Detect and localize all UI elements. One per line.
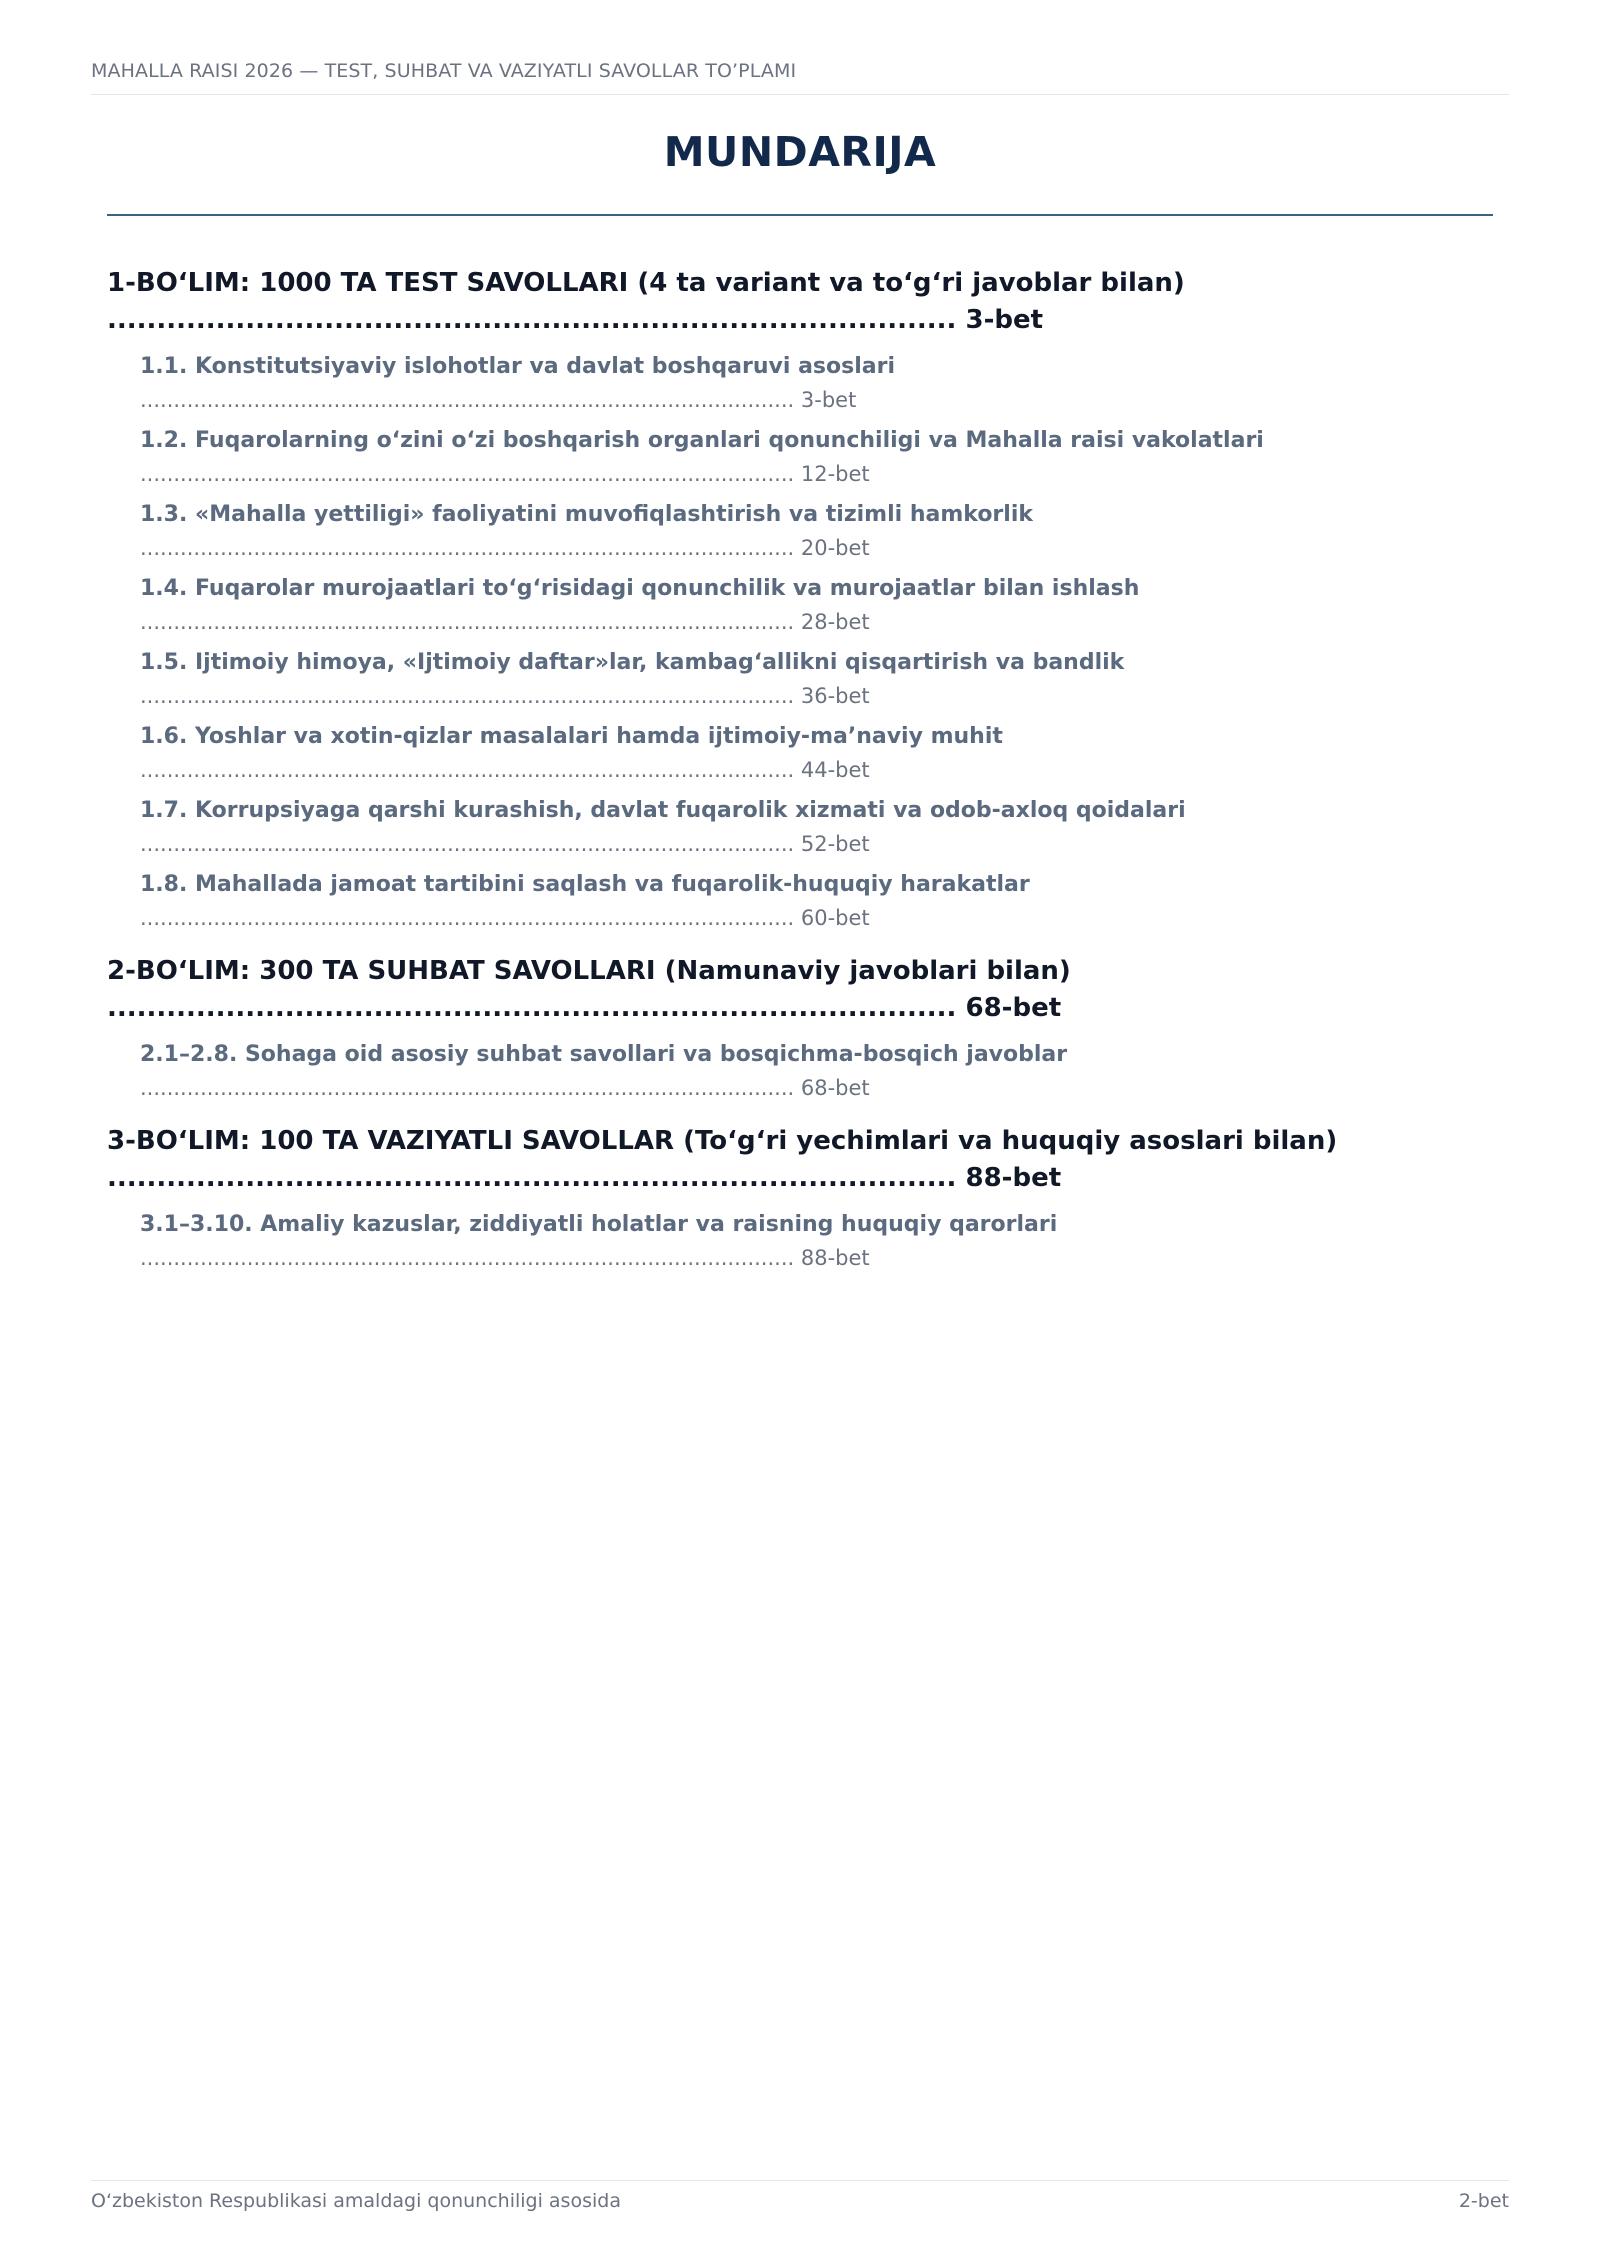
toc-section-title[interactable]: 1.5. Ijtimoiy himoya, «Ijtimoiy daftar»lar, kambag‘allikni qisqartirish va bandlik: [140, 650, 1125, 675]
toc-section-leader-line: [140, 902, 1493, 935]
toc-section-1-2[interactable]: [107, 424, 1493, 491]
toc-section-1-5[interactable]: [107, 646, 1493, 713]
dot-leader: ..................................................................................................: [140, 1246, 795, 1270]
toc-section-3-1[interactable]: [107, 1208, 1493, 1275]
toc-section-page[interactable]: 12-bet: [800, 462, 870, 486]
dot-leader: ..................................................................................................: [140, 536, 795, 560]
toc-section-title[interactable]: 1.8. Mahallada jamoat tartibini saqlash va fuqarolik-huquqiy harakatlar: [140, 872, 1030, 897]
toc-section-page[interactable]: 3-bet: [800, 388, 857, 412]
toc-section-title[interactable]: 1.6. Yoshlar va xotin-qizlar masalalari hamda ijtimoiy-ma’naviy muhit: [140, 724, 1003, 749]
toc-part-title[interactable]: 2-BO‘LIM: 300 TA SUHBAT SAVOLLARI (Namunaviy javoblari bilan): [107, 956, 1071, 986]
toc-part-leader-line: [107, 1160, 1493, 1197]
toc-section-leader-line: [140, 384, 1493, 417]
toc-section-title[interactable]: 1.1. Konstitutsiyaviy islohotlar va davlat boshqaruvi asoslari: [140, 354, 895, 379]
toc-section-leader-line: [140, 458, 1493, 491]
toc-part-leader-line: [107, 302, 1493, 339]
toc-section-page[interactable]: 44-bet: [800, 758, 870, 782]
dot-leader: ..................................................................................................: [140, 832, 795, 856]
toc-section-list: [107, 350, 1493, 935]
running-header-title: MAHALLA RAISI 2026 — TEST, SUHBAT VA VAZIYATLI SAVOLLAR TO’PLAMI: [91, 60, 797, 82]
dot-leader: ..................................................................................................: [140, 758, 795, 782]
toc-section-leader-line: [140, 606, 1493, 639]
toc-section-page[interactable]: 88-bet: [800, 1246, 870, 1270]
toc-section-title[interactable]: 1.4. Fuqarolar murojaatlari to‘g‘risidagi qonunchilik va murojaatlar bilan ishlash: [140, 576, 1140, 601]
dot-leader: ..................................................................................................: [140, 610, 795, 634]
toc-section-title[interactable]: 1.7. Korrupsiyaga qarshi kurashish, davlat fuqarolik xizmati va odob-axloq qoidalari: [140, 798, 1186, 823]
toc-section-1-7[interactable]: [107, 794, 1493, 861]
toc-section-title[interactable]: 3.1–3.10. Amaliy kazuslar, ziddiyatli holatlar va raisning huquqiy qarorlari: [140, 1212, 1058, 1237]
footer-text: O‘zbekiston Respublikasi amaldagi qonunchiligi asosida: [91, 2190, 621, 2212]
toc-part-2[interactable]: [107, 953, 1493, 1105]
toc-section-page[interactable]: 68-bet: [800, 1076, 870, 1100]
toc-section-1-6[interactable]: [107, 720, 1493, 787]
toc-section-leader-line: [140, 828, 1493, 861]
footer-page-number: 2-bet: [1458, 2190, 1509, 2212]
dot-leader: ..................................................................................................: [140, 388, 795, 412]
toc-section-leader-line: [140, 1242, 1493, 1275]
toc-part-title[interactable]: 1-BO‘LIM: 1000 TA TEST SAVOLLARI (4 ta variant va to‘g‘ri javoblar bilan): [107, 268, 1185, 298]
running-header: [91, 60, 1509, 95]
toc-section-leader-line: [140, 532, 1493, 565]
toc-section-leader-line: [140, 1072, 1493, 1105]
table-of-contents: [107, 265, 1493, 1293]
toc-section-title[interactable]: 1.3. «Mahalla yettiligi» faoliyatini muvofiqlashtirish va tizimli hamkorlik: [140, 502, 1033, 527]
dot-leader: ......................................................................................: [107, 993, 957, 1023]
toc-part-page[interactable]: 88-bet: [965, 1163, 1062, 1193]
toc-part-page[interactable]: 68-bet: [965, 993, 1062, 1023]
toc-part-1[interactable]: [107, 265, 1493, 935]
toc-section-1-3[interactable]: [107, 498, 1493, 565]
toc-section-2-1[interactable]: [107, 1038, 1493, 1105]
toc-section-leader-line: [140, 680, 1493, 713]
dot-leader: ..................................................................................................: [140, 684, 795, 708]
toc-section-title[interactable]: 1.2. Fuqarolarning o‘zini o‘zi boshqarish organlari qonunchiligi va Mahalla raisi vakolatlari: [140, 428, 1264, 453]
toc-section-1-1[interactable]: [107, 350, 1493, 417]
dot-leader: ......................................................................................: [107, 305, 957, 335]
toc-part-title[interactable]: 3-BO‘LIM: 100 TA VAZIYATLI SAVOLLAR (To‘g‘ri yechimlari va huquqiy asoslari bilan): [107, 1126, 1338, 1156]
dot-leader: ......................................................................................: [107, 1163, 957, 1193]
title-divider: [107, 214, 1493, 216]
toc-part-page[interactable]: 3-bet: [965, 305, 1044, 335]
dot-leader: ..................................................................................................: [140, 462, 795, 486]
page-title: MUNDARIJA: [663, 128, 937, 176]
toc-part-leader-line: [107, 990, 1493, 1027]
toc-section-page[interactable]: 28-bet: [800, 610, 870, 634]
running-footer: [91, 2180, 1509, 2212]
toc-section-page[interactable]: 20-bet: [800, 536, 870, 560]
toc-part-3[interactable]: [107, 1123, 1493, 1275]
toc-section-title[interactable]: 2.1–2.8. Sohaga oid asosiy suhbat savollari va bosqichma-bosqich javoblar: [140, 1042, 1068, 1067]
toc-section-page[interactable]: 60-bet: [800, 906, 870, 930]
toc-section-leader-line: [140, 754, 1493, 787]
toc-section-list: [107, 1208, 1493, 1275]
toc-section-page[interactable]: 36-bet: [800, 684, 870, 708]
toc-section-list: [107, 1038, 1493, 1105]
toc-section-page[interactable]: 52-bet: [800, 832, 870, 856]
toc-section-1-4[interactable]: [107, 572, 1493, 639]
toc-section-1-8[interactable]: [107, 868, 1493, 935]
dot-leader: ..................................................................................................: [140, 906, 795, 930]
dot-leader: ..................................................................................................: [140, 1076, 795, 1100]
